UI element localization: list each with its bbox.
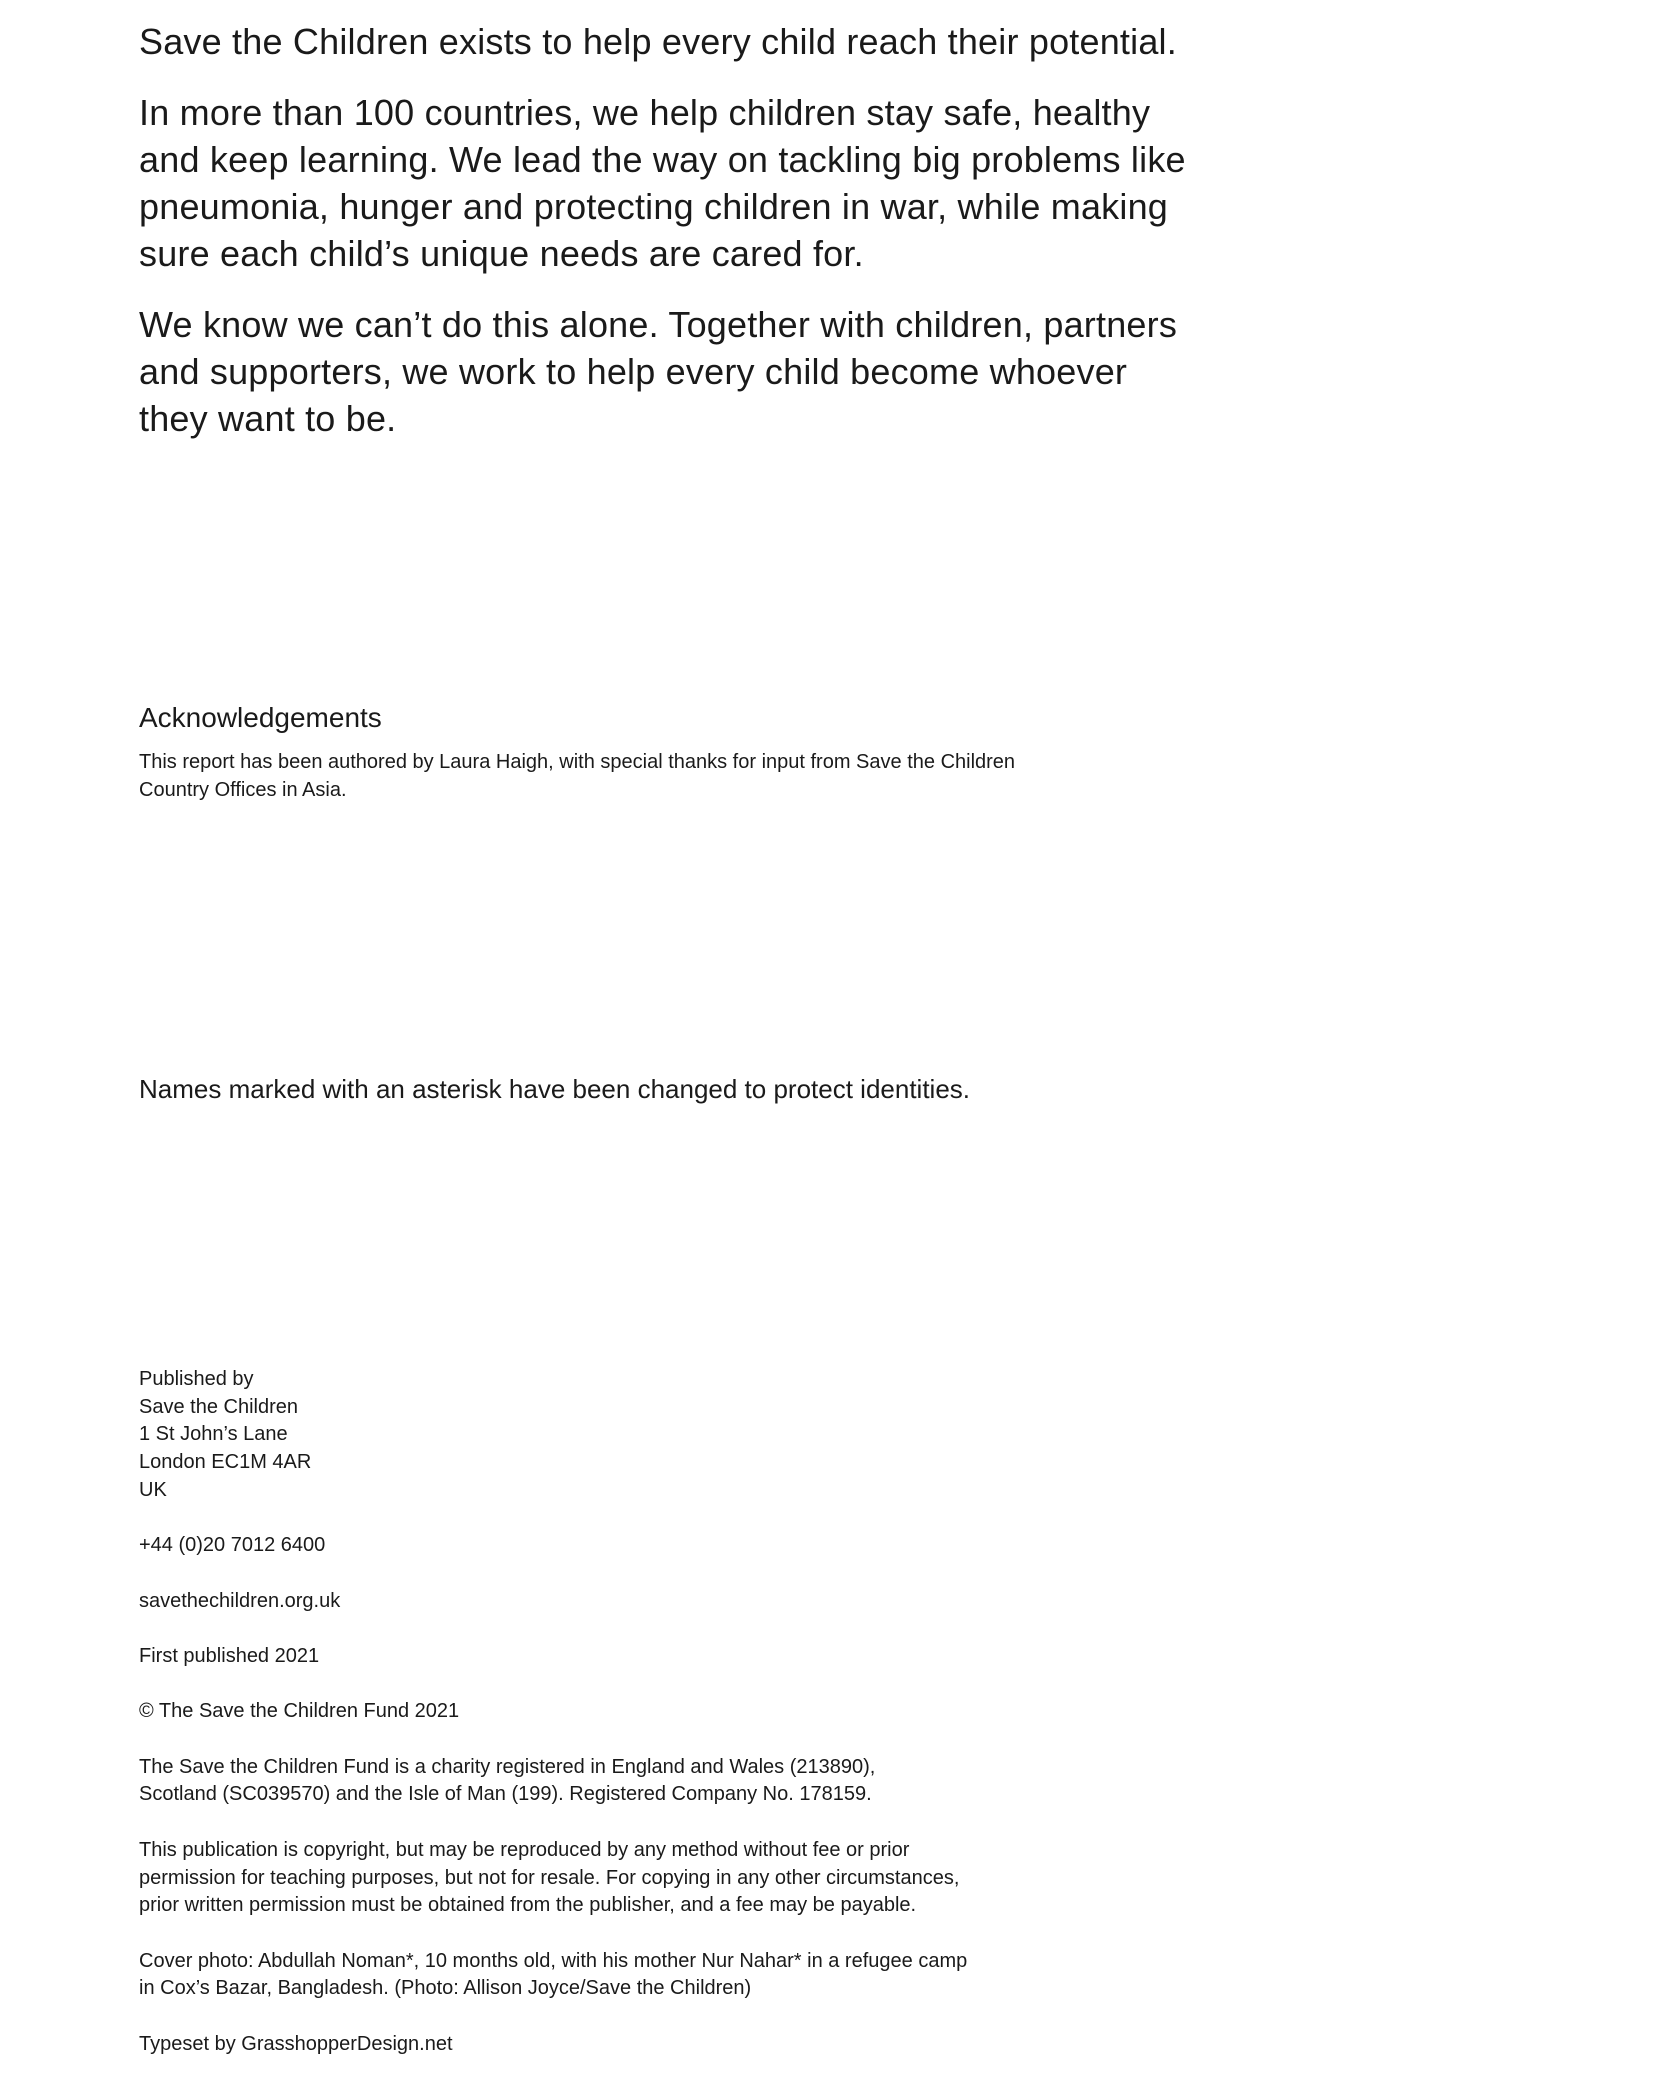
acknowledgements-line: This report has been authored by Laura Haigh, with special thanks for input from Save the Children: [139, 751, 1016, 773]
address-line: UK: [139, 1478, 167, 1501]
first-published: First published 2021: [139, 1644, 320, 1667]
address-line: 1 St John’s Lane: [139, 1423, 288, 1446]
charity-line: The Save the Children Fund is a charity registered in England and Wales (213890),: [139, 1755, 876, 1778]
intro-line: Save the Children exists to help every child reach their potential.: [139, 21, 1177, 62]
permission-line: This publication is copyright, but may be reproduced by any method without fee or prior: [139, 1838, 910, 1861]
intro-line: We know we can’t do this alone. Together with children, partners: [139, 304, 1178, 345]
intro-line: and supporters, we work to help every child become whoever: [139, 351, 1128, 392]
intro-section: [139, 18, 1239, 466]
acknowledgements-heading: Acknowledgements: [139, 702, 382, 733]
intro-line: and keep learning. We lead the way on tackling big problems like: [139, 139, 1186, 180]
address-line: Save the Children: [139, 1395, 298, 1418]
typeset-credit: Typeset by GrasshopperDesign.net: [139, 2032, 453, 2055]
intro-line: pneumonia, hunger and protecting children in war, while making: [139, 186, 1169, 227]
cover-photo-line: Cover photo: Abdullah Noman*, 10 months old, with his mother Nur Nahar* in a refugee camp: [139, 1949, 968, 1972]
names-note: Names marked with an asterisk have been changed to protect identities.: [139, 1074, 971, 1104]
intro-line: In more than 100 countries, we help children stay safe, healthy: [139, 92, 1151, 133]
permission-line: permission for teaching purposes, but not for resale. For copying in any other circumstances,: [139, 1866, 960, 1889]
copyright-notice: © The Save the Children Fund 2021: [139, 1700, 460, 1723]
intro-line: they want to be.: [139, 398, 397, 439]
address-line: London EC1M 4AR: [139, 1451, 312, 1474]
intro-paragraph-1: [139, 18, 1239, 65]
intro-paragraph-3: [139, 301, 1239, 442]
acknowledgements-section: [139, 700, 1139, 804]
charity-line: Scotland (SC039570) and the Isle of Man (199). Registered Company No. 178159.: [139, 1783, 872, 1806]
intro-paragraph-2: [139, 89, 1239, 277]
publisher-section: [139, 1366, 1139, 2058]
website-link[interactable]: savethechildren.org.uk: [139, 1589, 341, 1612]
acknowledgements-text: [139, 748, 1139, 804]
published-by-label: Published by: [139, 1368, 254, 1390]
acknowledgements-line: Country Offices in Asia.: [139, 779, 347, 801]
permission-line: prior written permission must be obtained from the publisher, and a fee may be payable.: [139, 1894, 917, 1917]
intro-line: sure each child’s unique needs are cared for.: [139, 233, 864, 274]
cover-photo-line: in Cox’s Bazar, Bangladesh. (Photo: Allison Joyce/Save the Children): [139, 1977, 752, 2000]
phone-number: +44 (0)20 7012 6400: [139, 1534, 326, 1557]
